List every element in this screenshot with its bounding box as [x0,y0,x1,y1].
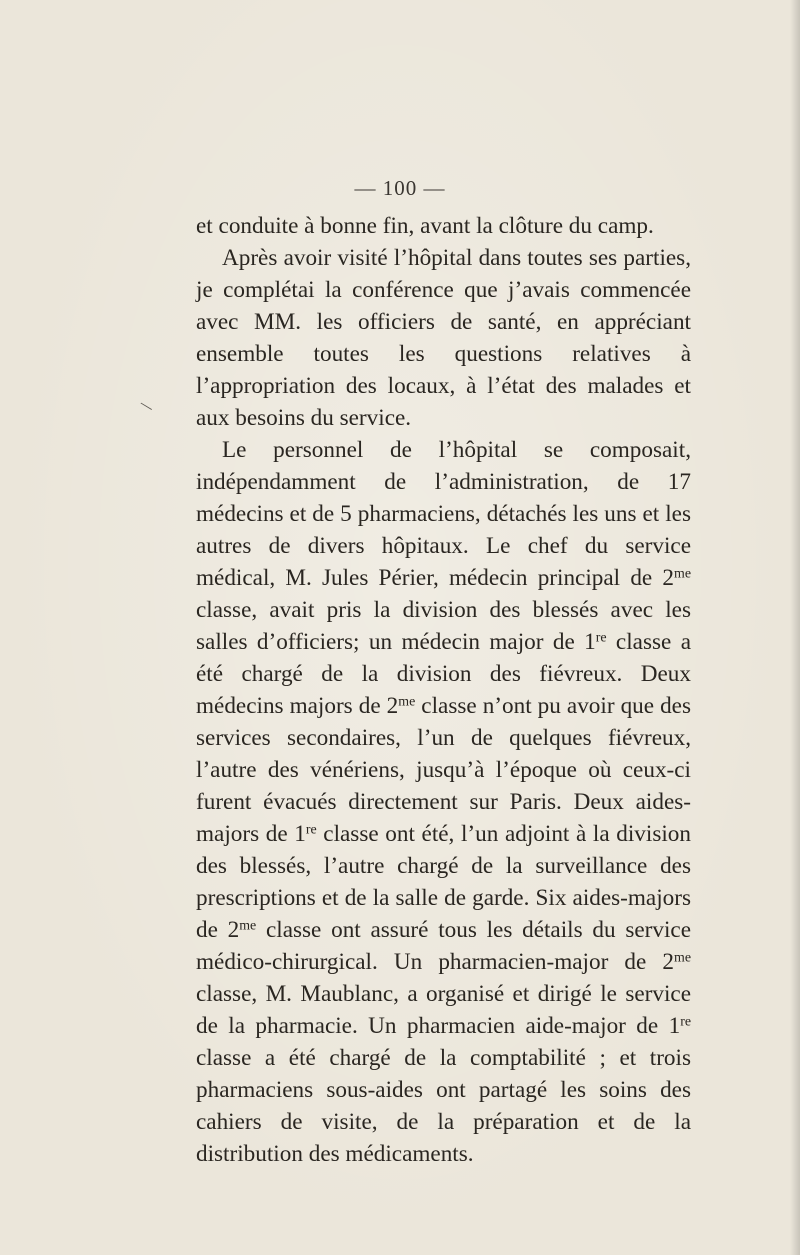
superscript: me [398,694,416,710]
body-text [196,210,691,1170]
text-run: classe ont assuré tous les détails du service médico-chirurgical. Un pharmacien-major de 2 [196,917,691,975]
paragraph-visit [196,242,691,434]
paragraph-personnel [196,434,691,1170]
text-run: Le personnel de l’hôpital se composait, indépendamment de l’administration, de 17 médecins et de 5 pharmaciens, détachés les uns et les autres de divers hôpitaux. Le chef du service médical, M. Jules Périer, médecin principal de 2 [196,437,691,591]
superscript: re [595,630,607,646]
page-number-header: — 100 — [354,176,446,200]
text-run: classe a été chargé de la division des fiévreux. Deux médecins majors de 2 [196,629,691,719]
superscript: re [305,822,317,838]
text-run: classe ont été, l’un adjoint à la division des blessés, l’autre chargé de la surveillance des prescriptions et de la salle de garde. Six aides-majors de 2 [196,821,691,943]
margin-mark: \ [137,396,155,416]
text-run: classe n’ont pu avoir que des services secondaires, l’un de quelques fiévreux, l’autre des vénériens, jusqu’à l’époque où ceux-ci furent évacués directement sur Paris. Deux aides-majors de 1 [196,693,692,847]
superscript: me [674,950,691,966]
superscript: re [680,1014,691,1030]
text-run: classe, M. Maublanc, a organisé et dirigé le service de la pharmacie. Un pharmacien aide-major de 1 [196,981,691,1039]
text-run: classe a été chargé de la comptabilité ; et trois pharmaciens sous-aides ont partagé les soins des cahiers de visite, de la préparation et de la distribution des médicaments. [196,1045,691,1167]
text-run: classe, avait pris la division des blessés avec les salles d’officiers; un médecin major de 1 [196,597,691,655]
paragraph-continuation [196,210,691,242]
superscript: me [239,918,257,934]
text-run: Après avoir visité l’hôpital dans toutes ses parties, je complétai la conférence que j’avais commencée avec MM. les officiers de santé, en appréciant ensemble toutes les questions relatives à l’appropriation des locaux, à l’état des malades et aux besoins du service. [196,245,691,431]
text-run: et conduite à bonne fin, avant la clôture du camp. [196,213,654,239]
superscript: me [674,566,691,582]
